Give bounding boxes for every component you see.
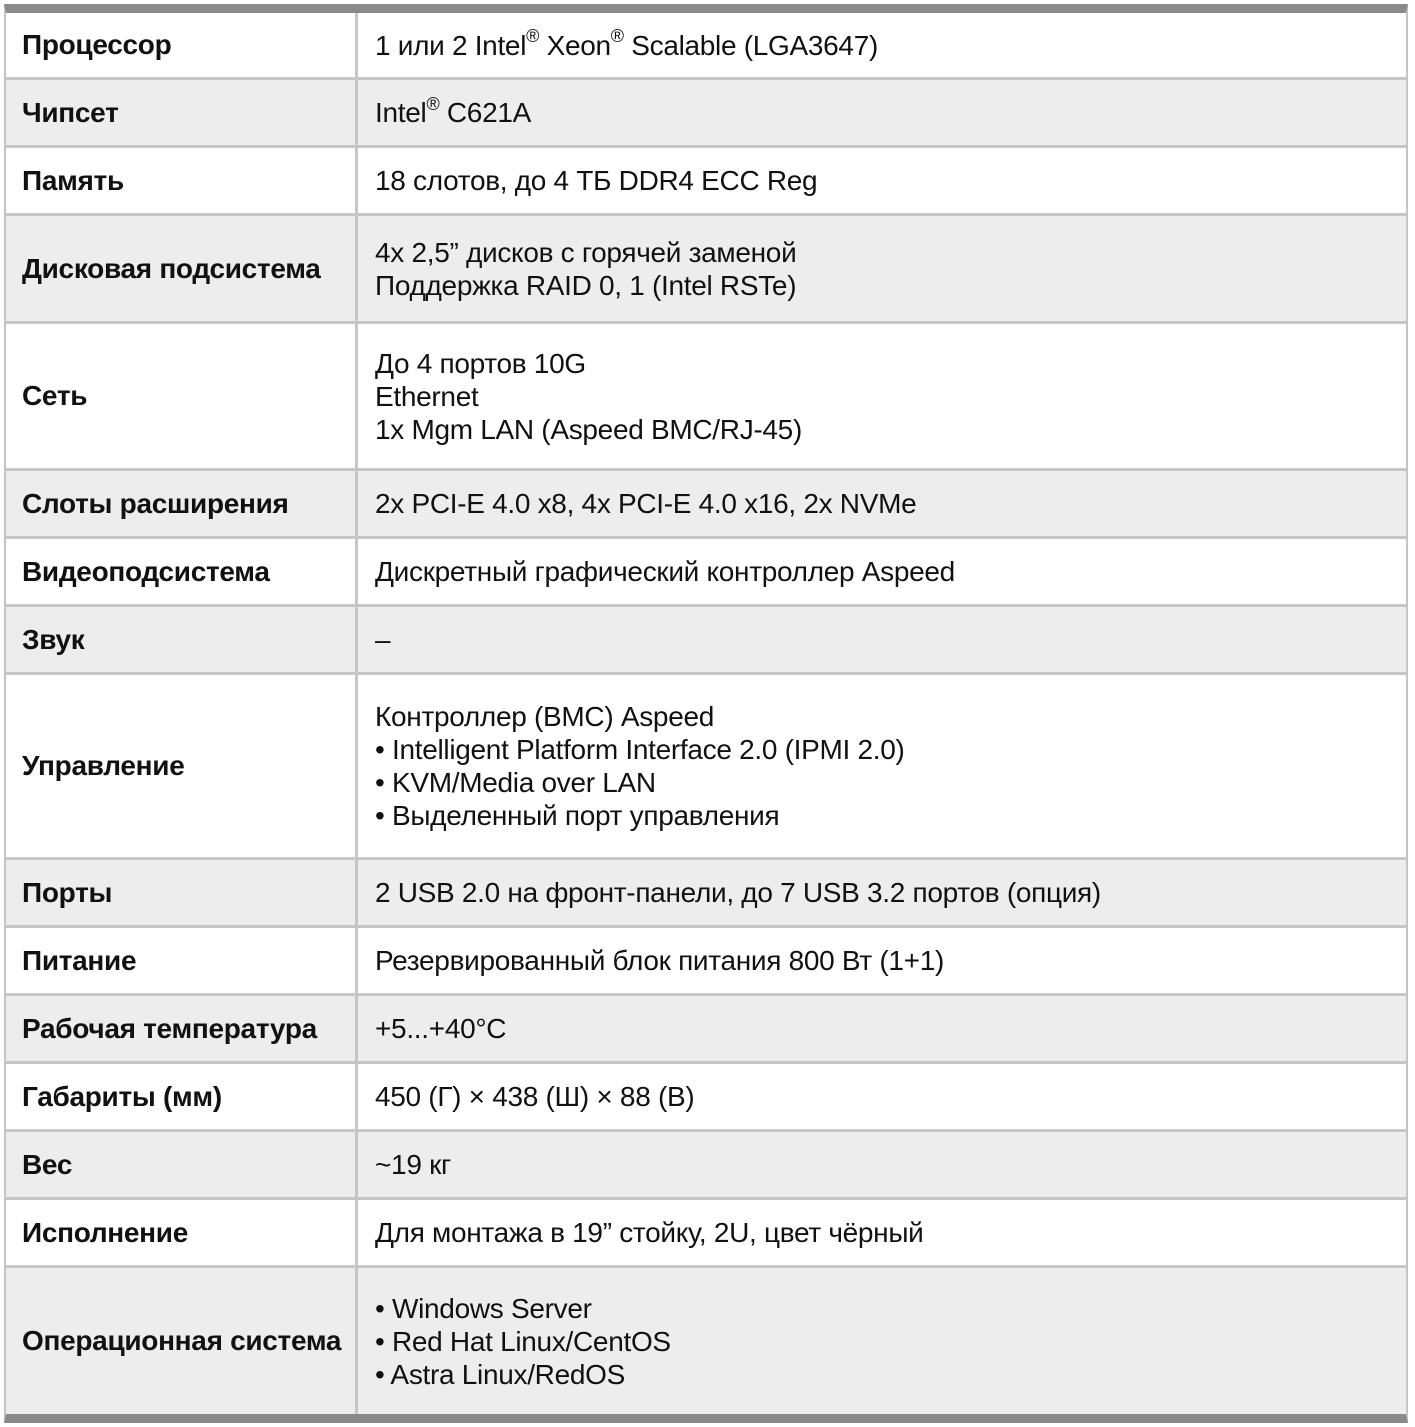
spec-row-form-factor [6, 1200, 1406, 1268]
spec-value-line: • KVM/Media over LAN [375, 767, 656, 798]
spec-row-expansion-slots [6, 471, 1406, 539]
spec-value [358, 928, 1406, 993]
spec-row-operating-temperature [6, 996, 1406, 1064]
spec-label: Питание [6, 928, 358, 993]
spec-label: Управление [6, 675, 358, 857]
spec-value-line: • Astra Linux/RedOS [375, 1358, 626, 1390]
spec-value [358, 471, 1406, 536]
spec-value [358, 607, 1406, 672]
spec-value [358, 1064, 1406, 1129]
spec-label: Сеть [6, 324, 358, 468]
spec-row-weight [6, 1132, 1406, 1200]
spec-value [358, 324, 1406, 468]
spec-value [358, 1268, 1406, 1414]
spec-value [358, 80, 1406, 145]
spec-value [358, 148, 1406, 213]
spec-row-management [6, 675, 1406, 860]
spec-label: Порты [6, 860, 358, 925]
spec-value-line: • Intelligent Platform Interface 2.0 (IPMI 2.0) [375, 734, 905, 765]
spec-value [358, 1200, 1406, 1265]
spec-row-power [6, 928, 1406, 996]
spec-value-line: 450 (Г) × 438 (Ш) × 88 (В) [375, 1081, 695, 1112]
spec-row-chipset [6, 80, 1406, 148]
spec-label: Операционная система [6, 1268, 358, 1414]
spec-row-network [6, 324, 1406, 471]
spec-label: Чипсет [6, 80, 358, 145]
spec-row-processor [6, 13, 1406, 80]
spec-row-video [6, 539, 1406, 607]
spec-value-line: ~19 кг [375, 1149, 451, 1180]
spec-label: Рабочая температура [6, 996, 358, 1061]
spec-row-operating-system [6, 1268, 1406, 1414]
spec-value [358, 996, 1406, 1061]
spec-value [358, 1132, 1406, 1197]
spec-value [358, 539, 1406, 604]
spec-label: Исполнение [6, 1200, 358, 1265]
spec-value-line: Для монтажа в 19” стойку, 2U, цвет чёрный [375, 1217, 924, 1248]
spec-value-line: Поддержка RAID 0, 1 (Intel RSTe) [375, 269, 797, 301]
spec-value-line: 18 слотов, до 4 ТБ DDR4 ECC Reg [375, 165, 818, 196]
spec-label: Дисковая подсистема [6, 216, 358, 321]
spec-value-line: – [375, 624, 391, 655]
spec-label: Звук [6, 607, 358, 672]
spec-row-storage [6, 216, 1406, 324]
spec-value-line: До 4 портов 10G [375, 347, 586, 379]
spec-row-memory [6, 148, 1406, 216]
spec-value [358, 860, 1406, 925]
spec-row-dimensions [6, 1064, 1406, 1132]
spec-value-line: 1 или 2 Intel® Xeon® Scalable (LGA3647) [375, 26, 878, 61]
spec-value-line: 1x Mgm LAN (Aspeed BMC/RJ-45) [375, 413, 802, 445]
spec-label: Процессор [6, 13, 358, 77]
spec-value-line: 2x PCI-E 4.0 x8, 4x PCI-E 4.0 x16, 2x NVMe [375, 488, 917, 519]
spec-value [358, 675, 1406, 857]
spec-row-ports [6, 860, 1406, 928]
spec-value-line: • Выделенный порт управления [375, 800, 780, 831]
spec-value-line: Дискретный графический контроллер Aspeed [375, 556, 955, 587]
spec-label: Вес [6, 1132, 358, 1197]
spec-label: Память [6, 148, 358, 213]
spec-value-line: Intel® C621A [375, 93, 531, 128]
spec-table [4, 4, 1408, 1423]
spec-value-line: Ethernet [375, 380, 479, 412]
spec-value [358, 216, 1406, 321]
spec-value [358, 13, 1406, 77]
spec-label: Видеоподсистема [6, 539, 358, 604]
spec-value-line: 2 USB 2.0 на фронт-панели, до 7 USB 3.2 портов (опция) [375, 877, 1101, 908]
spec-value-line: +5...+40°C [375, 1013, 507, 1044]
spec-row-sound [6, 607, 1406, 675]
spec-value-line: • Red Hat Linux/CentOS [375, 1325, 671, 1357]
spec-label: Слоты расширения [6, 471, 358, 536]
spec-label: Габариты (мм) [6, 1064, 358, 1129]
spec-value-line: Контроллер (BMC) Aspeed [375, 701, 715, 732]
spec-value-line: • Windows Server [375, 1292, 592, 1324]
spec-value-line: 4x 2,5” дисков с горячей заменой [375, 236, 797, 268]
spec-value-line: Резервированный блок питания 800 Вт (1+1) [375, 945, 944, 976]
